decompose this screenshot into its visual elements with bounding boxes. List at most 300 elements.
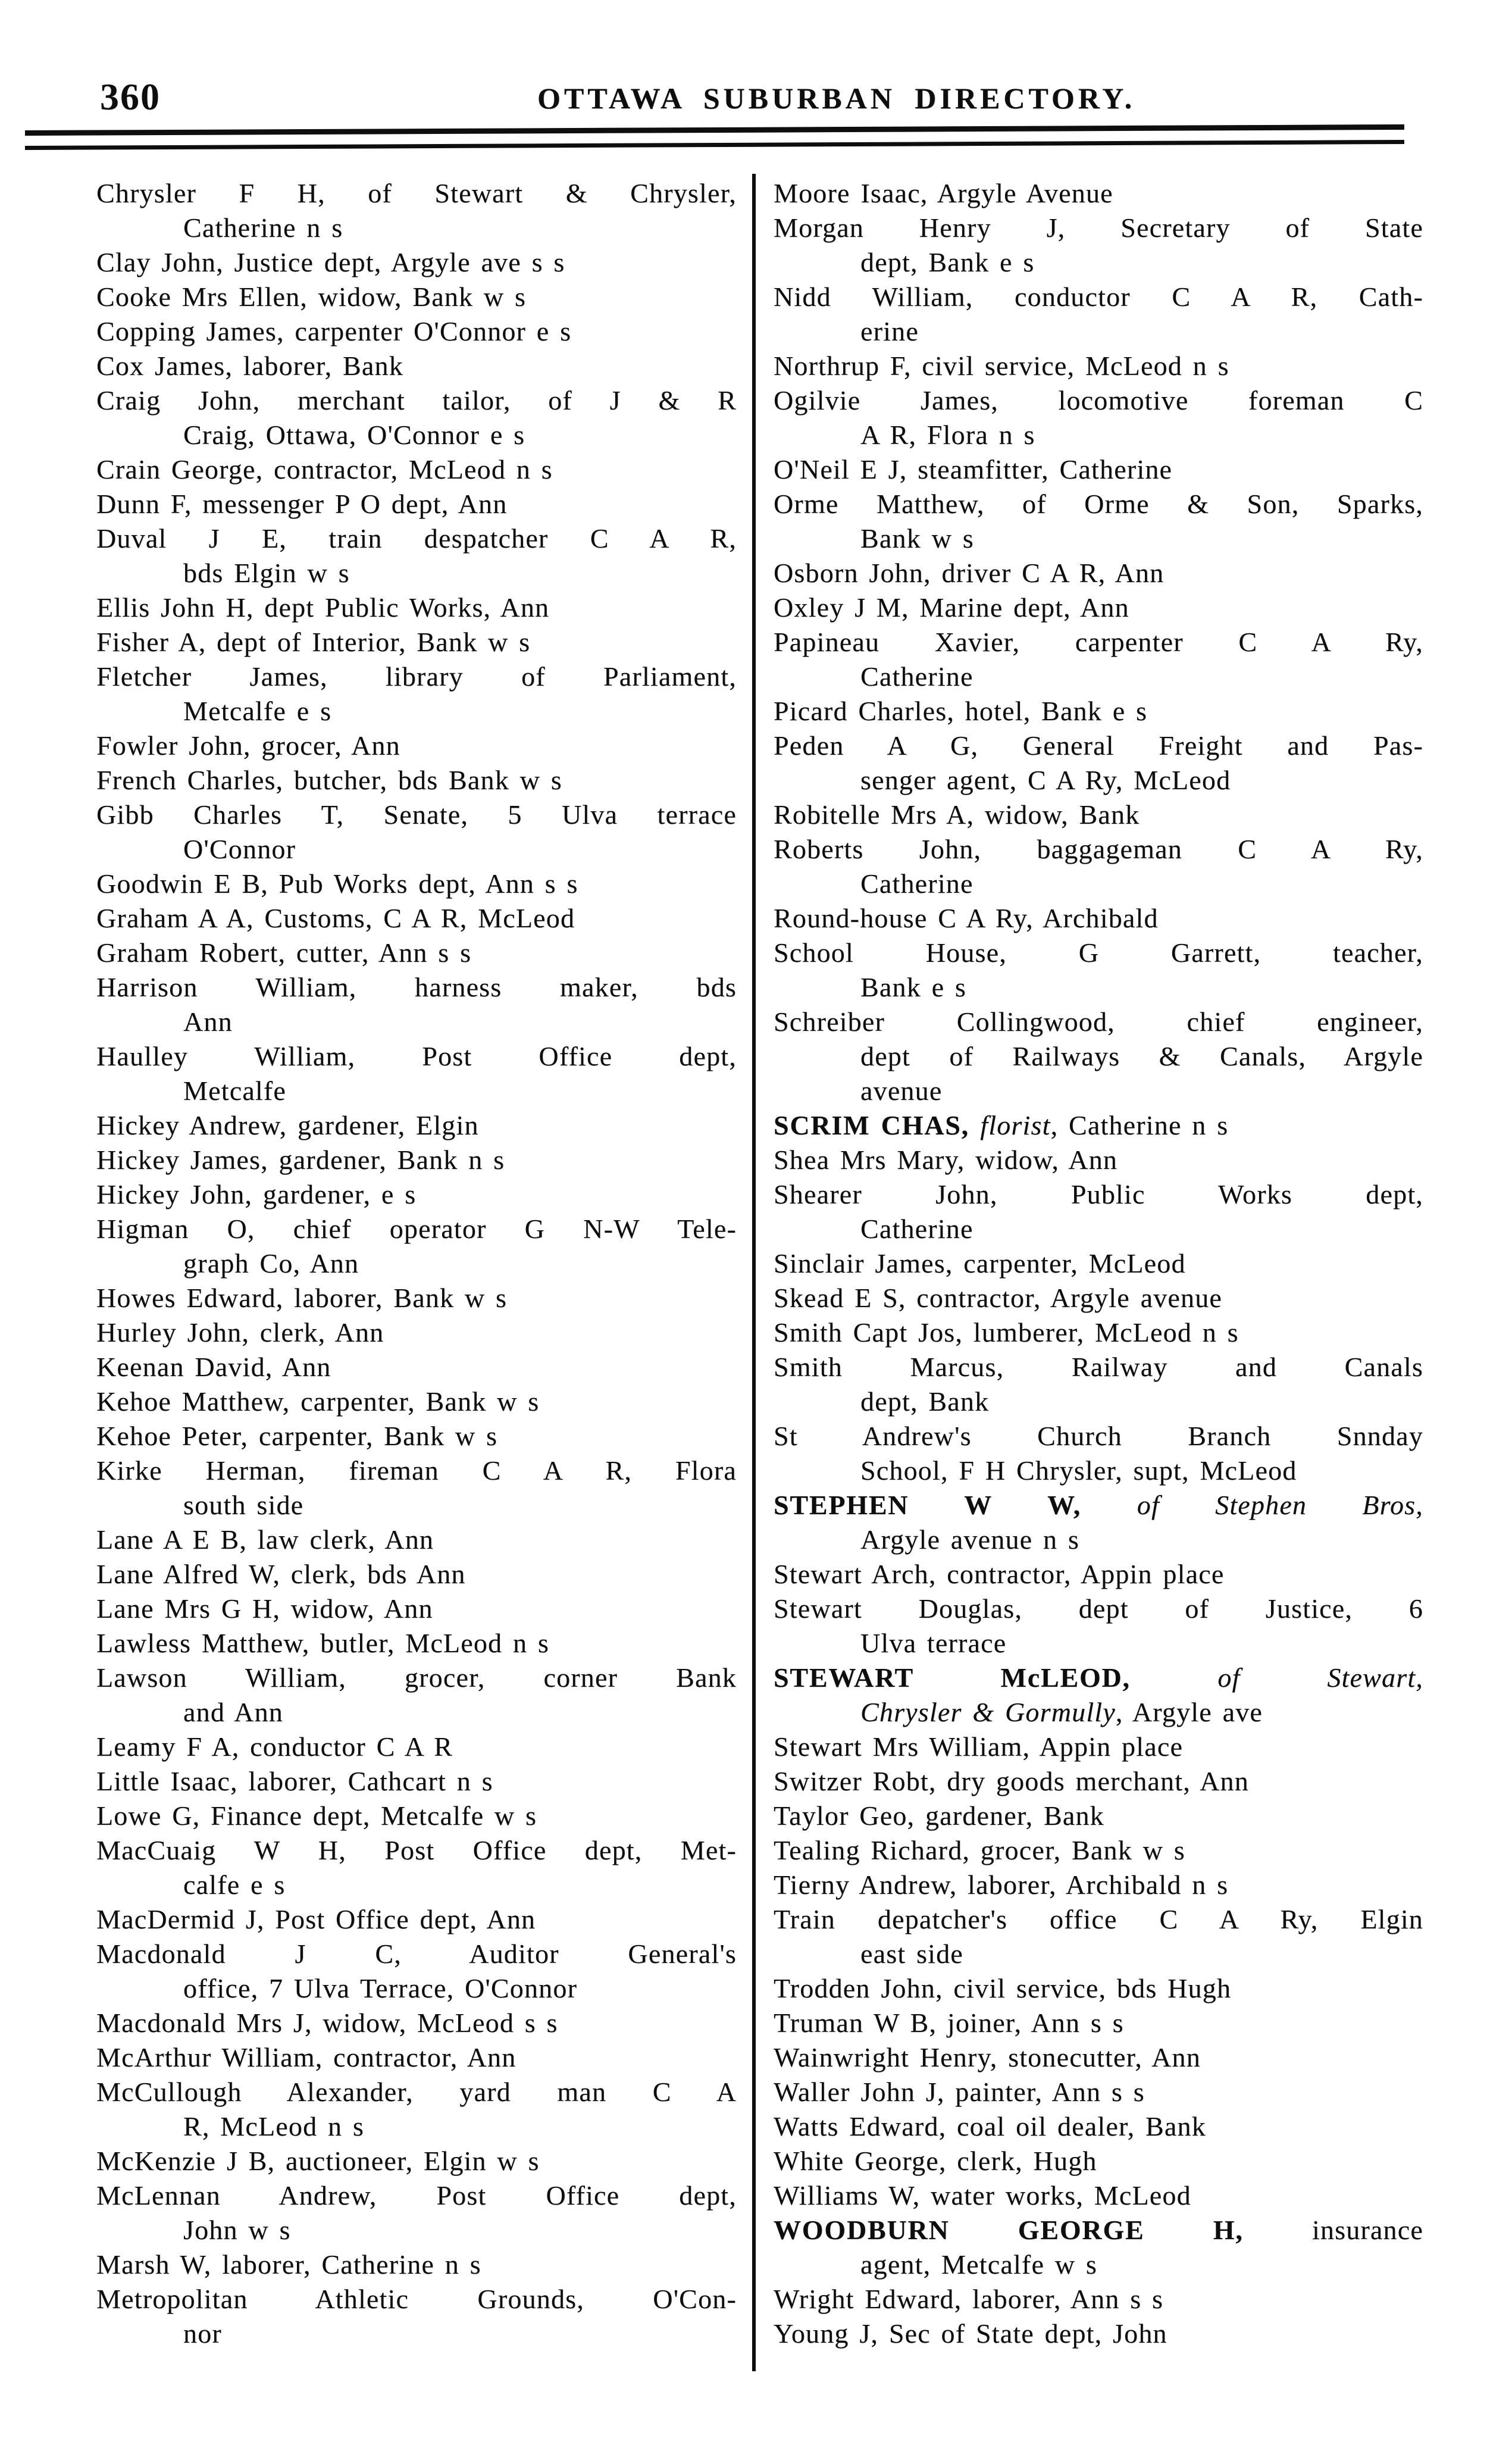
text-segment: east side (860, 1939, 963, 1969)
directory-entry (774, 1281, 1423, 1315)
directory-entry (96, 1902, 737, 1937)
directory-entry (96, 2075, 737, 2144)
text-segment: Stewart Mrs William, Appin place (774, 1731, 1184, 1762)
directory-entry (96, 2144, 737, 2178)
entry-first-line (774, 176, 1423, 211)
text-segment: Chrysler F H, of Stewart & Chrysler, (96, 178, 737, 208)
entry-continuation-line (96, 1868, 737, 1902)
directory-entry (774, 1315, 1423, 1350)
directory-entry (96, 2178, 737, 2247)
text-segment: Watts Edward, coal oil dealer, Bank (774, 2111, 1206, 2142)
entry-continuation-line (774, 1626, 1423, 1661)
text-segment: Lane A E B, law clerk, Ann (96, 1524, 434, 1555)
directory-entry (96, 1177, 737, 1212)
entry-first-line (96, 867, 737, 901)
directory-entry (774, 1902, 1423, 1971)
entry-first-line (774, 1833, 1423, 1868)
entry-continuation-line (774, 418, 1423, 452)
entry-continuation-line (774, 245, 1423, 280)
entry-first-line (96, 1937, 737, 1971)
text-segment: Ulva terrace (860, 1628, 1007, 1658)
entry-first-line (774, 590, 1423, 625)
directory-entry (774, 832, 1423, 901)
entry-first-line (774, 1315, 1423, 1350)
entry-first-line (96, 1730, 737, 1764)
text-segment: McLennan Andrew, Post Office dept, (96, 2180, 737, 2211)
text-segment: Taylor Geo, gardener, Bank (774, 1800, 1104, 1831)
text-segment: Train depatcher's office C A Ry, Elgin (774, 1904, 1423, 1934)
text-segment: Dunn F, messenger P O dept, Ann (96, 489, 508, 519)
entry-continuation-line (96, 211, 737, 245)
directory-entry (774, 694, 1423, 729)
text-segment: erine (860, 316, 919, 346)
entry-first-line (774, 2316, 1423, 2351)
text-segment: Haulley William, Post Office dept, (96, 1041, 737, 1071)
directory-entry (774, 176, 1423, 211)
text-segment: McArthur William, contractor, Ann (96, 2042, 516, 2072)
entry-first-line (96, 1143, 737, 1177)
text-segment: John w s (183, 2215, 291, 2245)
text-segment: Duval J E, train despatcher C A R, (96, 523, 737, 554)
entry-first-line (96, 1350, 737, 1384)
text-segment: Switzer Robt, dry goods merchant, Ann (774, 1766, 1249, 1796)
text-segment: Bank w s (860, 523, 974, 554)
italic-segment: Chrysler & Gormully (860, 1697, 1116, 1727)
directory-entry (96, 798, 737, 867)
entry-first-line (774, 1419, 1423, 1453)
entry-first-line (96, 1661, 737, 1695)
entry-first-line (774, 2178, 1423, 2213)
directory-entry (96, 2040, 737, 2075)
text-segment: Catherine (860, 1214, 973, 1244)
text-segment: Tealing Richard, grocer, Bank w s (774, 1835, 1185, 1865)
text-segment: Truman W B, joiner, Ann s s (774, 2008, 1124, 2038)
text-segment: Orme Matthew, of Orme & Son, Sparks, (774, 489, 1423, 519)
entry-first-line (774, 383, 1423, 418)
entry-continuation-line (96, 1246, 737, 1281)
directory-entry (96, 383, 737, 452)
text-segment: McKenzie J B, auctioneer, Elgin w s (96, 2146, 540, 2176)
text-segment: Waller John J, painter, Ann s s (774, 2077, 1145, 2107)
italic-segment: of Stewart, (1217, 1662, 1423, 1693)
directory-entry (774, 1557, 1423, 1592)
directory-entry (774, 2075, 1423, 2109)
text-segment: Goodwin E B, Pub Works dept, Ann s s (96, 868, 578, 899)
text-segment: Tierny Andrew, laborer, Archibald n s (774, 1869, 1229, 1900)
text-segment: Hickey John, gardener, e s (96, 1179, 417, 1209)
directory-entry (774, 901, 1423, 936)
directory-entry (774, 1592, 1423, 1661)
directory-entry (774, 2213, 1423, 2282)
directory-entry (96, 521, 737, 590)
text-segment: Catherine (860, 661, 973, 692)
entry-first-line (96, 1108, 737, 1143)
text-segment: dept of Railways & Canals, Argyle (860, 1041, 1423, 1071)
entry-first-line (774, 729, 1423, 763)
text-segment: St Andrew's Church Branch Snnday (774, 1421, 1423, 1451)
directory-entry (774, 2109, 1423, 2144)
text-segment: Bank e s (860, 972, 967, 1002)
directory-entry (774, 1419, 1423, 1488)
entry-first-line (774, 625, 1423, 659)
text-segment: Peden A G, General Freight and Pas- (774, 730, 1423, 761)
text-segment: Cooke Mrs Ellen, widow, Bank w s (96, 282, 527, 312)
entry-continuation-line (96, 1488, 737, 1523)
entry-first-line (96, 2247, 737, 2282)
text-segment: Hickey Andrew, gardener, Elgin (96, 1110, 479, 1140)
text-segment: Marsh W, laborer, Catherine n s (96, 2249, 481, 2280)
directory-entry (774, 729, 1423, 798)
directory-entry (774, 280, 1423, 349)
directory-entry (96, 2247, 737, 2282)
entry-first-line (96, 1419, 737, 1453)
text-segment: Ellis John H, dept Public Works, Ann (96, 592, 550, 623)
text-segment: A R, Flora n s (860, 420, 1035, 450)
text-segment: Robitelle Mrs A, widow, Bank (774, 799, 1140, 830)
entry-first-line (96, 901, 737, 936)
entry-first-line (774, 211, 1423, 245)
entry-first-line (774, 1177, 1423, 1212)
directory-entry (96, 590, 737, 625)
text-segment: Argyle avenue n s (860, 1524, 1079, 1555)
entry-first-line (96, 1281, 737, 1315)
directory-entry (96, 1039, 737, 1108)
directory-entry (96, 970, 737, 1039)
directory-entry (96, 1281, 737, 1315)
entry-continuation-line (774, 1453, 1423, 1488)
emphasized-name: STEWART McLEOD, (774, 1662, 1218, 1693)
entry-continuation-line (774, 763, 1423, 798)
entry-first-line (774, 2075, 1423, 2109)
directory-entry (774, 487, 1423, 556)
entry-continuation-line (774, 521, 1423, 556)
text-segment: Kirke Herman, fireman C A R, Flora (96, 1455, 737, 1486)
text-segment: School House, G Garrett, teacher, (774, 937, 1423, 968)
entry-continuation-line (96, 1971, 737, 2006)
entry-first-line (96, 245, 737, 280)
text-segment: Metcalfe e s (183, 696, 332, 726)
entry-first-line (96, 2282, 737, 2316)
entry-first-line (96, 1557, 737, 1592)
text-segment: O'Connor (183, 834, 296, 864)
text-segment: Smith Capt Jos, lumberer, McLeod n s (774, 1317, 1239, 1348)
directory-entry (96, 1523, 737, 1557)
entry-first-line (96, 280, 737, 314)
text-segment: Shea Mrs Mary, widow, Ann (774, 1145, 1118, 1175)
text-segment: O'Neil E J, steamfitter, Catherine (774, 454, 1173, 484)
italic-segment: of Stephen Bros, (1137, 1490, 1423, 1520)
text-segment: Crain George, contractor, McLeod n s (96, 454, 553, 484)
text-segment: Round-house C A Ry, Archibald (774, 903, 1159, 933)
text-segment: and Ann (183, 1697, 283, 1727)
entry-first-line (96, 1177, 737, 1212)
entry-first-line (774, 1661, 1423, 1695)
directory-entry (774, 349, 1423, 383)
directory-entry (96, 625, 737, 659)
header-rule-bottom (25, 140, 1404, 150)
directory-entry (774, 2144, 1423, 2178)
text-segment: Shearer John, Public Works dept, (774, 1179, 1423, 1209)
entry-first-line (96, 1764, 737, 1799)
text-segment: Clay John, Justice dept, Argyle ave s s (96, 247, 565, 277)
entry-first-line (774, 1246, 1423, 1281)
entry-first-line (774, 2040, 1423, 2075)
text-segment: Lowe G, Finance dept, Metcalfe w s (96, 1800, 537, 1831)
directory-entry (774, 1764, 1423, 1799)
text-segment: Keenan David, Ann (96, 1352, 331, 1382)
entry-first-line (96, 2178, 737, 2213)
entry-first-line (96, 970, 737, 1005)
directory-entry (774, 1799, 1423, 1833)
entry-first-line (774, 487, 1423, 521)
directory-entry (774, 556, 1423, 590)
directory-entry (96, 280, 737, 314)
directory-entry (96, 1143, 737, 1177)
directory-entry (96, 452, 737, 487)
entry-first-line (96, 659, 737, 694)
directory-entry (96, 1557, 737, 1592)
text-segment: Roberts John, baggageman C A Ry, (774, 834, 1423, 864)
text-segment: Fisher A, dept of Interior, Bank w s (96, 627, 531, 657)
text-segment: Trodden John, civil service, bds Hugh (774, 1973, 1232, 2003)
directory-entry (96, 349, 737, 383)
text-segment: Wright Edward, laborer, Ann s s (774, 2284, 1164, 2314)
text-segment: Lawson William, grocer, corner Bank (96, 1662, 737, 1693)
entry-first-line (96, 936, 737, 970)
directory-entry (774, 1833, 1423, 1868)
directory-entry (96, 1592, 737, 1626)
entry-first-line (774, 1281, 1423, 1315)
emphasized-name: SCRIM CHAS, (774, 1110, 981, 1140)
text-segment: Craig, Ottawa, O'Connor e s (183, 420, 525, 450)
directory-entry (774, 2178, 1423, 2213)
directory-entry (96, 936, 737, 970)
directory-entry (96, 1315, 737, 1350)
entry-first-line (774, 452, 1423, 487)
header-rule-top (25, 124, 1404, 136)
entry-first-line (774, 556, 1423, 590)
text-segment: Craig John, merchant tailor, of J & R (96, 385, 737, 415)
entry-continuation-line (774, 1937, 1423, 1971)
entry-first-line (774, 1902, 1423, 1937)
entry-first-line (774, 694, 1423, 729)
entry-first-line (96, 625, 737, 659)
text-segment: Metcalfe (183, 1076, 287, 1106)
text-segment: senger agent, C A Ry, McLeod (860, 765, 1231, 795)
page-title: OTTAWA SUBURBAN DIRECTORY. (537, 82, 1136, 115)
directory-entry (96, 729, 737, 763)
directory-entry (774, 1868, 1423, 1902)
text-segment: Morgan Henry J, Secretary of State (774, 212, 1423, 243)
directory-entry (774, 1971, 1423, 2006)
text-segment: Fowler John, grocer, Ann (96, 730, 400, 761)
entry-continuation-line (96, 694, 737, 729)
entry-first-line (96, 2006, 737, 2040)
entry-first-line (774, 2109, 1423, 2144)
text-segment: , Catherine n s (1050, 1110, 1229, 1140)
directory-entry (774, 590, 1423, 625)
entry-first-line (96, 729, 737, 763)
text-segment: Lawless Matthew, butler, McLeod n s (96, 1628, 549, 1658)
directory-entry (96, 1730, 737, 1764)
text-segment: McCullough Alexander, yard man C A (96, 2077, 737, 2107)
text-segment: Catherine (860, 868, 973, 899)
text-segment: Harrison William, harness maker, bds (96, 972, 737, 1002)
entry-continuation-line (774, 1695, 1423, 1730)
directory-entry (774, 936, 1423, 1005)
text-segment: Fletcher James, library of Parliament, (96, 661, 737, 692)
directory-entry (96, 1453, 737, 1523)
entry-first-line (96, 314, 737, 349)
entry-first-line (96, 1902, 737, 1937)
entry-first-line (96, 1039, 737, 1074)
directory-entry (96, 763, 737, 798)
directory-entry (96, 1764, 737, 1799)
entry-first-line (774, 2213, 1423, 2247)
directory-entry (774, 1246, 1423, 1281)
text-segment: Howes Edward, laborer, Bank w s (96, 1283, 508, 1313)
entry-continuation-line (774, 659, 1423, 694)
directory-entry (96, 1937, 737, 2006)
text-segment: Papineau Xavier, carpenter C A Ry, (774, 627, 1423, 657)
directory-entry (96, 2282, 737, 2351)
entry-first-line (96, 487, 737, 521)
entry-continuation-line (774, 1074, 1423, 1108)
directory-entry (774, 625, 1423, 694)
text-segment: Smith Marcus, Railway and Canals (774, 1352, 1423, 1382)
text-segment: Lane Alfred W, clerk, bds Ann (96, 1559, 466, 1589)
text-segment: Metropolitan Athletic Grounds, O'Con- (96, 2284, 737, 2314)
text-segment: bds Elgin w s (183, 558, 350, 588)
entry-continuation-line (96, 418, 737, 452)
directory-entry (96, 2006, 737, 2040)
text-segment: Copping James, carpenter O'Connor e s (96, 316, 572, 346)
text-segment: R, McLeod n s (183, 2111, 365, 2142)
text-segment: south side (183, 1490, 304, 1520)
directory-entry (96, 1799, 737, 1833)
entry-first-line (96, 2040, 737, 2075)
text-segment: Ann (183, 1006, 233, 1037)
directory-entry (774, 1005, 1423, 1108)
text-segment: Hurley John, clerk, Ann (96, 1317, 384, 1348)
directory-entry (774, 1143, 1423, 1177)
entry-first-line (774, 1868, 1423, 1902)
entry-first-line (96, 1315, 737, 1350)
text-segment: Wainwright Henry, stonecutter, Ann (774, 2042, 1201, 2072)
entry-first-line (96, 1212, 737, 1246)
entry-continuation-line (96, 1695, 737, 1730)
directory-entry (774, 2006, 1423, 2040)
directory-entry (96, 901, 737, 936)
text-segment: MacDermid J, Post Office dept, Ann (96, 1904, 536, 1934)
text-segment: Lane Mrs G H, widow, Ann (96, 1593, 433, 1624)
entry-first-line (96, 2144, 737, 2178)
entry-first-line (96, 1626, 737, 1661)
entry-first-line (96, 590, 737, 625)
left-column (96, 176, 737, 2351)
directory-entry (774, 1350, 1423, 1419)
entry-first-line (96, 1799, 737, 1833)
directory-entry (774, 1177, 1423, 1246)
directory-entry (774, 1108, 1423, 1143)
text-segment: Moore Isaac, Argyle Avenue (774, 178, 1113, 208)
text-segment: dept, Bank (860, 1386, 990, 1417)
text-segment: Stewart Arch, contractor, Appin place (774, 1559, 1225, 1589)
entry-first-line (96, 452, 737, 487)
entry-first-line (96, 1523, 737, 1557)
directory-entry (774, 1488, 1423, 1557)
directory-entry (96, 867, 737, 901)
directory-entry (774, 798, 1423, 832)
directory-entry (96, 1833, 737, 1902)
text-segment: School, F H Chrysler, supt, McLeod (860, 1455, 1297, 1486)
text-segment: Oxley J M, Marine dept, Ann (774, 592, 1129, 623)
text-segment: Williams W, water works, McLeod (774, 2180, 1191, 2211)
text-segment: calfe e s (183, 1869, 286, 1900)
text-segment: dept, Bank e s (860, 247, 1035, 277)
entry-first-line (774, 1143, 1423, 1177)
text-segment: Graham Robert, cutter, Ann s s (96, 937, 472, 968)
text-segment: Sinclair James, carpenter, McLeod (774, 1248, 1186, 1278)
entry-first-line (96, 1833, 737, 1868)
text-segment: Graham A A, Customs, C A R, McLeod (96, 903, 575, 933)
directory-entry (96, 1108, 737, 1143)
entry-first-line (774, 1592, 1423, 1626)
entry-first-line (774, 832, 1423, 867)
entry-first-line (774, 2282, 1423, 2316)
directory-entry (96, 487, 737, 521)
text-segment: Catherine n s (183, 212, 343, 243)
text-segment: nor (183, 2318, 222, 2349)
entry-first-line (774, 936, 1423, 970)
text-segment: office, 7 Ulva Terrace, O'Connor (183, 1973, 578, 2003)
entry-first-line (774, 280, 1423, 314)
directory-entry (96, 1384, 737, 1419)
entry-first-line (774, 1730, 1423, 1764)
entry-first-line (96, 1453, 737, 1488)
entry-first-line (774, 1350, 1423, 1384)
entry-continuation-line (96, 2316, 737, 2351)
entry-continuation-line (774, 2247, 1423, 2282)
entry-continuation-line (774, 867, 1423, 901)
directory-entry (774, 2040, 1423, 2075)
italic-segment: florist (980, 1110, 1051, 1140)
entry-continuation-line (774, 1039, 1423, 1074)
entry-continuation-line (774, 1384, 1423, 1419)
text-segment: MacCuaig W H, Post Office dept, Met- (96, 1835, 737, 1865)
text-segment: graph Co, Ann (183, 1248, 359, 1278)
text-segment: Little Isaac, laborer, Cathcart n s (96, 1766, 493, 1796)
text-segment: Kehoe Peter, carpenter, Bank w s (96, 1421, 498, 1451)
column-divider (752, 174, 756, 2371)
emphasized-name: WOODBURN GEORGE H, (774, 2215, 1312, 2245)
text-segment: Cox James, laborer, Bank (96, 351, 403, 381)
text-segment: Hickey James, gardener, Bank n s (96, 1145, 505, 1175)
text-segment: , Argyle ave (1115, 1697, 1263, 1727)
text-segment: Osborn John, driver C A R, Ann (774, 558, 1164, 588)
text-segment: Gibb Charles T, Senate, 5 Ulva terrace (96, 799, 737, 830)
text-segment: insurance (1311, 2215, 1423, 2245)
directory-entry (96, 1626, 737, 1661)
text-segment: French Charles, butcher, bds Bank w s (96, 765, 562, 795)
entry-first-line (96, 383, 737, 418)
entry-continuation-line (774, 970, 1423, 1005)
directory-entry (774, 211, 1423, 280)
text-segment: Schreiber Collingwood, chief engineer, (774, 1006, 1423, 1037)
page-number: 360 (100, 76, 161, 118)
entry-first-line (96, 763, 737, 798)
entry-first-line (774, 349, 1423, 383)
